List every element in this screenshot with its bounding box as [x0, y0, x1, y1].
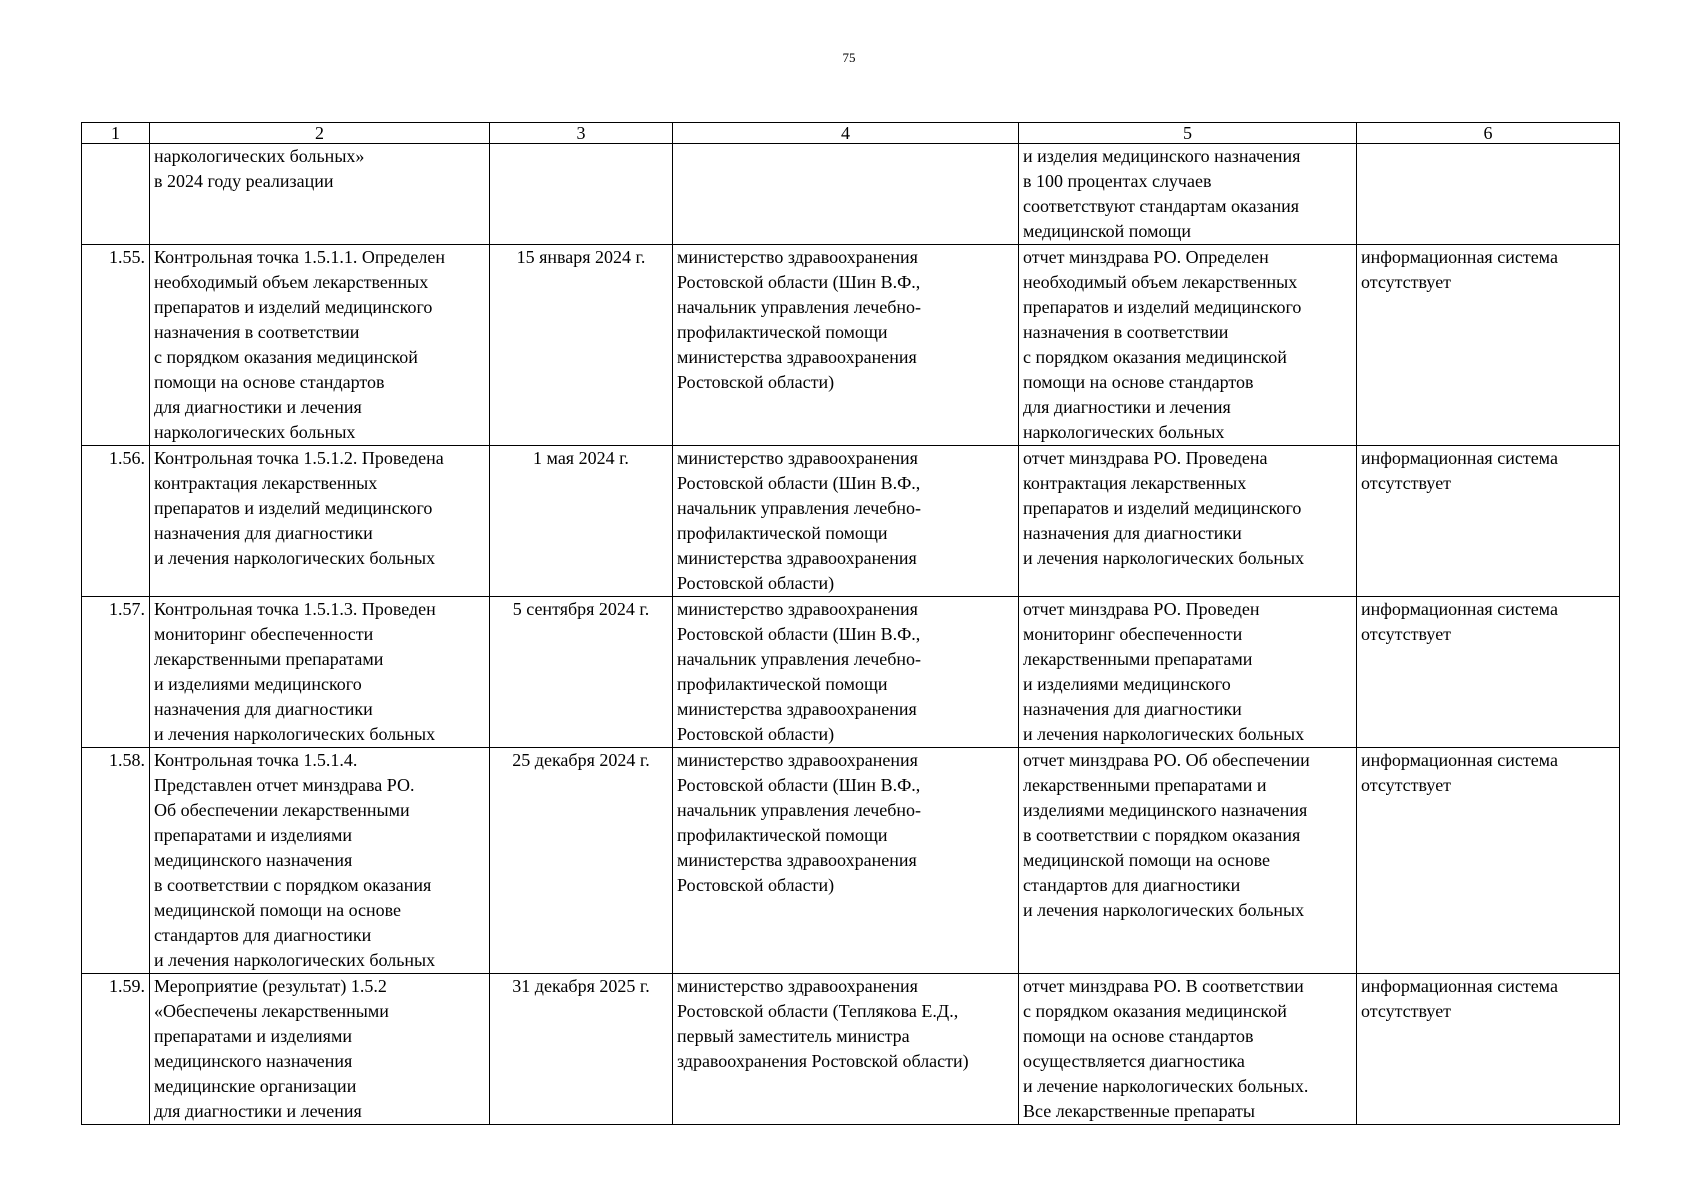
date-cell: 15 января 2024 г.	[490, 245, 673, 446]
system-cell: информационная система отсутствует	[1357, 245, 1620, 446]
responsible-cell: министерство здравоохранения Ростовской области (Шин В.Ф., начальник управления лечебно- профилактической помощи министерства здравоохранения Ростовской области)	[673, 748, 1019, 974]
event-cell: Контрольная точка 1.5.1.3. Проведен мониторинг обеспеченности лекарственными препаратами и изделиями медицинского назначения для диагностики и лечения наркологических больных	[150, 597, 490, 748]
table-row	[82, 748, 1620, 974]
system-cell: информационная система отсутствует	[1357, 597, 1620, 748]
result-cell: отчет минздрава РО. Проведена контрактация лекарственных препаратов и изделий медицинского назначения для диагностики и лечения наркологических больных	[1019, 446, 1357, 597]
result-cell: отчет минздрава РО. В соответствии с порядком оказания медицинской помощи на основе стандартов осуществляется диагностика и лечение наркологических больных. Все лекарственные препараты	[1019, 974, 1357, 1125]
result-cell: отчет минздрава РО. Об обеспечении лекарственными препаратами и изделиями медицинского назначения в соответствии с порядком оказания медицинской помощи на основе стандартов для диагностики и лечения наркологических больных	[1019, 748, 1357, 974]
table-header-row	[82, 123, 1620, 144]
table-row	[82, 446, 1620, 597]
system-cell	[1357, 144, 1620, 245]
event-cell: Контрольная точка 1.5.1.1. Определен необходимый объем лекарственных препаратов и изделий медицинского назначения в соответствии с порядком оказания медицинской помощи на основе стандартов для диагностики и лечения наркологических больных	[150, 245, 490, 446]
row-number	[82, 144, 150, 245]
date-cell: 5 сентября 2024 г.	[490, 597, 673, 748]
row-number: 1.57.	[82, 597, 150, 748]
date-cell: 31 декабря 2025 г.	[490, 974, 673, 1125]
system-cell: информационная система отсутствует	[1357, 974, 1620, 1125]
date-cell	[490, 144, 673, 245]
system-cell: информационная система отсутствует	[1357, 446, 1620, 597]
responsible-cell: министерство здравоохранения Ростовской области (Теплякова Е.Д., первый заместитель министра здравоохранения Ростовской области)	[673, 974, 1019, 1125]
result-cell: отчет минздрава РО. Определен необходимый объем лекарственных препаратов и изделий медицинского назначения в соответствии с порядком оказания медицинской помощи на основе стандартов для диагностики и лечения наркологических больных	[1019, 245, 1357, 446]
column-header: 3	[490, 123, 673, 144]
event-cell: Контрольная точка 1.5.1.4. Представлен отчет минздрава РО. Об обеспечении лекарственными препаратами и изделиями медицинского назначения в соответствии с порядком оказания медицинской помощи на основе стандартов для диагностики и лечения наркологических больных	[150, 748, 490, 974]
result-cell: и изделия медицинского назначения в 100 процентах случаев соответствуют стандартам оказания медицинской помощи	[1019, 144, 1357, 245]
row-number: 1.56.	[82, 446, 150, 597]
column-header: 5	[1019, 123, 1357, 144]
date-cell: 1 мая 2024 г.	[490, 446, 673, 597]
result-cell: отчет минздрава РО. Проведен мониторинг обеспеченности лекарственными препаратами и изделиями медицинского назначения для диагностики и лечения наркологических больных	[1019, 597, 1357, 748]
system-cell: информационная система отсутствует	[1357, 748, 1620, 974]
event-cell: наркологических больных» в 2024 году реализации	[150, 144, 490, 245]
event-cell: Мероприятие (результат) 1.5.2 «Обеспечены лекарственными препаратами и изделиями медицинского назначения медицинские организации для диагностики и лечения	[150, 974, 490, 1125]
date-cell: 25 декабря 2024 г.	[490, 748, 673, 974]
row-number: 1.59.	[82, 974, 150, 1125]
table-row	[82, 144, 1620, 245]
column-header: 2	[150, 123, 490, 144]
responsible-cell: министерство здравоохранения Ростовской области (Шин В.Ф., начальник управления лечебно- профилактической помощи министерства здравоохранения Ростовской области)	[673, 597, 1019, 748]
document-table	[81, 122, 1620, 1125]
column-header: 1	[82, 123, 150, 144]
table-row	[82, 245, 1620, 446]
responsible-cell: министерство здравоохранения Ростовской области (Шин В.Ф., начальник управления лечебно- профилактической помощи министерства здравоохранения Ростовской области)	[673, 245, 1019, 446]
event-cell: Контрольная точка 1.5.1.2. Проведена контрактация лекарственных препаратов и изделий медицинского назначения для диагностики и лечения наркологических больных	[150, 446, 490, 597]
table-row	[82, 974, 1620, 1125]
page-number: 75	[842, 50, 856, 65]
responsible-cell: министерство здравоохранения Ростовской области (Шин В.Ф., начальник управления лечебно- профилактической помощи министерства здравоохранения Ростовской области)	[673, 446, 1019, 597]
row-number: 1.55.	[82, 245, 150, 446]
column-header: 6	[1357, 123, 1620, 144]
column-header: 4	[673, 123, 1019, 144]
responsible-cell	[673, 144, 1019, 245]
table-row	[82, 597, 1620, 748]
row-number: 1.58.	[82, 748, 150, 974]
